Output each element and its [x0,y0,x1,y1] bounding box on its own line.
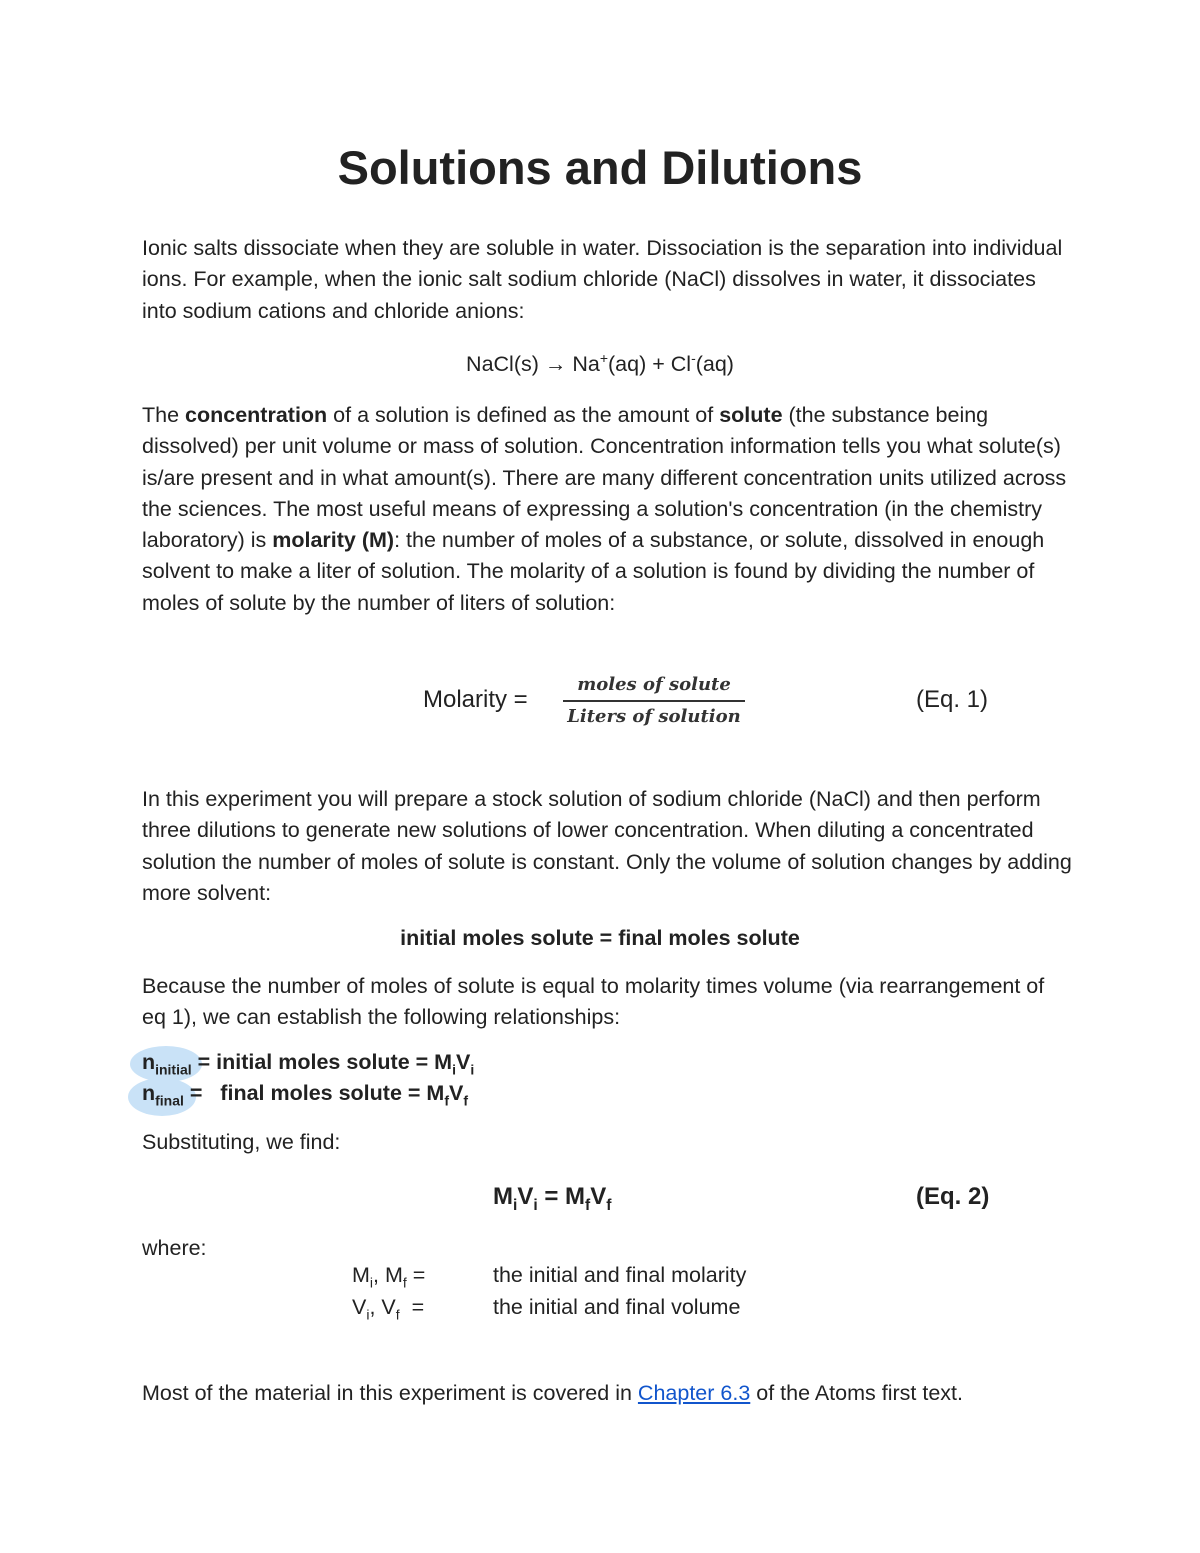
relation-subscript: i [452,1061,456,1078]
eq2-part: M [493,1183,513,1210]
term-molarity: molarity (M) [272,528,395,553]
text-run: (the substance being dissolved) per unit volume or mass of solution. Concentration information tells you what solute(s) is/are present and in what amount(s). There are many different concentration units utilized across the sciences. The most useful means of expressing a solution's concentration (in the chemistry laboratory) is [142,403,1067,553]
def-subscript: f [395,1306,400,1323]
def-equals: = [399,1295,425,1319]
eq2-subscript: i [533,1196,538,1214]
relation-n: n [142,1050,156,1074]
term-concentration: concentration [185,403,328,427]
eq2-label: (Eq. 2) [916,1183,990,1210]
relation-subscript: f [463,1092,468,1109]
eq1-fraction [563,672,745,730]
footer-text: Most of the material in this experiment is covered in [142,1381,638,1405]
relation-v: V [448,1081,464,1105]
text-run: : the number of moles of a substance, or solute, dissolved in enough solvent to make a liter of solution. The molarity of a solution is found by dividing the number of moles of solute by the number of liters of solution: [142,528,1045,615]
definition-molarity: the initial and final molarity [493,1263,747,1287]
definition-symbols-volume [352,1295,424,1322]
reaction-lhs: NaCl(s) → Na [466,352,600,377]
dissociation-equation [0,350,1200,377]
term-solute: solute [719,403,783,427]
because-paragraph: Because the number of moles of solute is equal to molarity times volume (via rearrangement of eq 1), we can establish the following relationships: [142,974,1045,1030]
relation-subscript: i [470,1061,475,1078]
chapter-link[interactable]: Chapter 6.3 [637,1381,751,1405]
eq2-expression [493,1183,611,1215]
eq2-part: = M [537,1183,586,1210]
eq1-lhs: Molarity = [423,686,528,713]
reaction-end: (aq) [695,352,734,377]
eq2-part: V [590,1183,607,1210]
relation-final [142,1081,468,1108]
eq1-denominator: Liters of solution [567,705,741,727]
eq2-subscript: f [585,1196,591,1214]
text-run: The [142,403,186,427]
def-subscript: i [369,1274,374,1291]
relation-initial [142,1050,474,1077]
intro-paragraph: Ionic salts dissociate when they are soluble in water. Dissociation is the separation into individual ions. For example, when the ionic salt sodium chloride (NaCl) dissolves in water, it dissociates into sodium cations and chloride anions: [142,236,1063,323]
eq1-numerator: moles of solute [577,674,731,695]
def-subscript: f [402,1274,407,1291]
relation-subscript: final [155,1092,184,1109]
eq2-subscript: i [513,1196,518,1214]
relation-text: = final moles solute = M [183,1081,445,1105]
eq1-label: (Eq. 1) [916,686,989,713]
relation-n: n [142,1081,156,1105]
eq2-part: V [517,1183,534,1210]
eq2-subscript: f [606,1196,612,1214]
page-title: Solutions and Dilutions [337,141,863,194]
substituting-line: Substituting, we find: [142,1130,341,1154]
relation-subscript: initial [155,1061,192,1078]
sodium-charge: + [599,350,609,366]
where-line: where: [142,1236,207,1260]
def-symbol: M [352,1263,370,1287]
moles-statement: initial moles solute = final moles solute [400,926,800,950]
footer-paragraph [142,1378,1072,1409]
fraction-bar [563,700,745,702]
chloride-charge: - [691,350,696,366]
footer-text: of the Atoms first text. [750,1381,963,1405]
concentration-paragraph [142,400,1072,619]
reaction-mid: (aq) + Cl [608,352,692,377]
text-run: of a solution is defined as the amount of [327,403,720,427]
experiment-paragraph: In this experiment you will prepare a stock solution of sodium chloride (NaCl) and then perform three dilutions to generate new solutions of lower concentration. When diluting a concentrated solution the number of moles of solute is constant. Only the volume of solution changes by adding more solvent: [142,787,1072,905]
relation-v: V [455,1050,471,1074]
relation-subscript: f [444,1092,449,1109]
def-subscript: i [366,1306,370,1323]
def-symbol: , M [373,1263,403,1287]
def-symbol: V [352,1295,367,1319]
def-symbol: , V [369,1295,396,1319]
definition-volume: the initial and final volume [493,1295,741,1319]
relation-text: = initial moles solute = M [191,1050,453,1074]
def-equals: = [406,1263,426,1287]
definition-symbols-molarity [352,1263,425,1290]
